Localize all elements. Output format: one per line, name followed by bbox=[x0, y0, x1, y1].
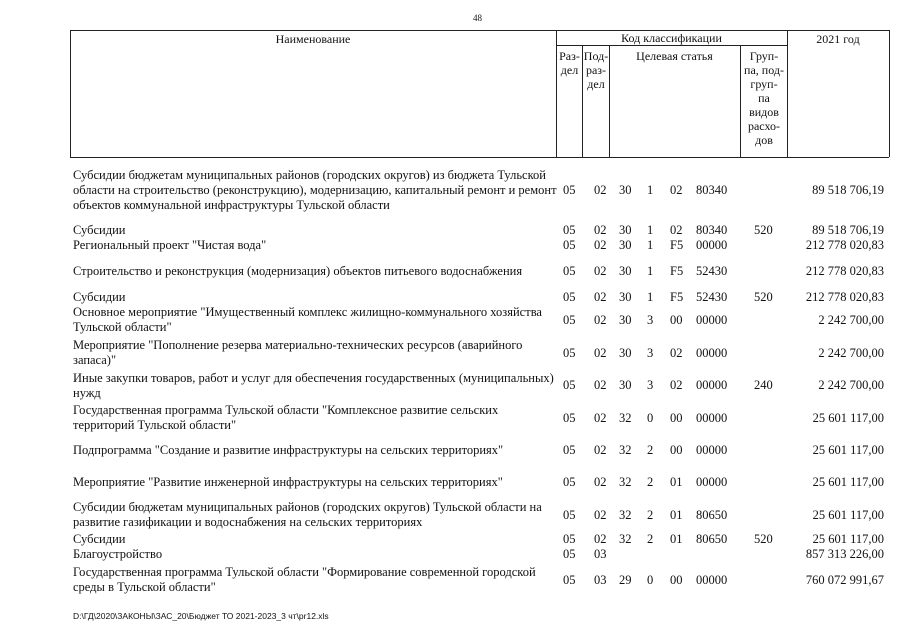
row-direction: 80340 bbox=[696, 183, 728, 197]
row-program: 30 bbox=[619, 346, 632, 360]
row-razdel: 05 bbox=[563, 223, 576, 237]
row-amount: 760 072 991,67 bbox=[805, 573, 884, 587]
row-podrazdel: 02 bbox=[594, 443, 607, 457]
row-podrazdel: 03 bbox=[594, 547, 607, 561]
row-expense-type: 240 bbox=[754, 378, 773, 392]
row-program: 32 bbox=[619, 443, 632, 457]
row-podrazdel: 02 bbox=[594, 238, 607, 252]
row-direction: 52430 bbox=[696, 264, 728, 278]
row-expense-type: 520 bbox=[754, 532, 773, 546]
header-podrazdel: Под- раз- дел bbox=[583, 49, 609, 91]
row-name: Иные закупки товаров, работ и услуг для обеспечения государственных (муниципальных) нужд bbox=[73, 371, 554, 400]
row-main-event: 00 bbox=[670, 313, 683, 327]
row-razdel: 05 bbox=[563, 547, 576, 561]
row-podrazdel: 02 bbox=[594, 290, 607, 304]
row-program: 29 bbox=[619, 573, 632, 587]
row-program: 30 bbox=[619, 183, 632, 197]
row-subprogram: 0 bbox=[647, 411, 654, 425]
row-main-event: 00 bbox=[670, 443, 683, 457]
row-program: 32 bbox=[619, 508, 632, 522]
row-subprogram: 3 bbox=[647, 346, 654, 360]
row-razdel: 05 bbox=[563, 573, 576, 587]
row-expense-type: 520 bbox=[754, 223, 773, 237]
row-subprogram: 2 bbox=[647, 475, 654, 489]
row-program: 30 bbox=[619, 264, 632, 278]
header-name: Наименование bbox=[275, 32, 351, 46]
row-program: 30 bbox=[619, 290, 632, 304]
row-program: 30 bbox=[619, 313, 632, 327]
header-divider bbox=[787, 30, 788, 157]
row-program: 32 bbox=[619, 411, 632, 425]
row-name: Мероприятие "Развитие инженерной инфраструктуры на сельских территориях" bbox=[73, 475, 503, 489]
header-target-article: Целевая статья bbox=[636, 49, 713, 63]
row-name: Государственная программа Тульской области "Формирование современной городской среды в Тульской области" bbox=[73, 565, 536, 594]
row-podrazdel: 02 bbox=[594, 264, 607, 278]
row-subprogram: 2 bbox=[647, 532, 654, 546]
row-main-event: 00 bbox=[670, 411, 683, 425]
row-main-event: 02 bbox=[670, 378, 683, 392]
row-razdel: 05 bbox=[563, 443, 576, 457]
row-podrazdel: 02 bbox=[594, 378, 607, 392]
row-subprogram: 0 bbox=[647, 573, 654, 587]
row-amount: 25 601 117,00 bbox=[812, 475, 884, 489]
row-main-event: 01 bbox=[670, 475, 683, 489]
row-program: 30 bbox=[619, 378, 632, 392]
row-name: Строительство и реконструкция (модернизация) объектов питьевого водоснабжения bbox=[73, 264, 523, 278]
row-direction: 00000 bbox=[696, 475, 728, 489]
row-main-event: F5 bbox=[670, 290, 684, 304]
row-subprogram: 1 bbox=[647, 290, 654, 304]
row-amount: 25 601 117,00 bbox=[812, 508, 884, 522]
row-name: Подпрограмма "Создание и развитие инфраструктуры на сельских территориях" bbox=[73, 443, 504, 457]
row-main-event: 02 bbox=[670, 223, 683, 237]
row-subprogram: 3 bbox=[647, 378, 654, 392]
row-main-event: 01 bbox=[670, 532, 683, 546]
page-number: 48 bbox=[473, 13, 482, 23]
header-razdel: Раз- дел bbox=[559, 49, 580, 77]
row-program: 32 bbox=[619, 475, 632, 489]
header-classification: Код классификации bbox=[621, 31, 722, 45]
row-direction: 00000 bbox=[696, 443, 728, 457]
row-podrazdel: 02 bbox=[594, 313, 607, 327]
row-podrazdel: 02 bbox=[594, 411, 607, 425]
row-direction: 00000 bbox=[696, 411, 728, 425]
row-podrazdel: 02 bbox=[594, 532, 607, 546]
row-amount: 2 242 700,00 bbox=[818, 346, 884, 360]
row-razdel: 05 bbox=[563, 532, 576, 546]
row-subprogram: 2 bbox=[647, 508, 654, 522]
row-direction: 00000 bbox=[696, 238, 728, 252]
row-razdel: 05 bbox=[563, 313, 576, 327]
row-podrazdel: 02 bbox=[594, 223, 607, 237]
file-path-footer: D:\ГД\2020\ЗАКОНЫ\ЗАС_20\Бюджет ТО 2021-2023_3 чт\pr12.xls bbox=[73, 611, 329, 621]
row-subprogram: 1 bbox=[647, 264, 654, 278]
row-expense-type: 520 bbox=[754, 290, 773, 304]
row-direction: 52430 bbox=[696, 290, 728, 304]
row-amount: 89 518 706,19 bbox=[812, 183, 884, 197]
row-amount: 857 313 226,00 bbox=[805, 547, 884, 561]
row-main-event: 02 bbox=[670, 346, 683, 360]
row-program: 30 bbox=[619, 223, 632, 237]
row-razdel: 05 bbox=[563, 475, 576, 489]
row-podrazdel: 03 bbox=[594, 573, 607, 587]
row-subprogram: 1 bbox=[647, 238, 654, 252]
row-subprogram: 1 bbox=[647, 183, 654, 197]
row-name: Благоустройство bbox=[73, 547, 163, 561]
row-name: Субсидии bbox=[73, 223, 126, 237]
row-podrazdel: 02 bbox=[594, 346, 607, 360]
row-name: Государственная программа Тульской области "Комплексное развитие сельских территорий Тульской области" bbox=[73, 403, 499, 432]
row-name: Субсидии bbox=[73, 290, 126, 304]
row-direction: 80650 bbox=[696, 532, 728, 546]
header-bottom-border bbox=[70, 157, 889, 158]
row-subprogram: 1 bbox=[647, 223, 654, 237]
header-expense-group: Груп- па, под- груп- па видов расхо- дов bbox=[744, 49, 784, 147]
row-name: Основное мероприятие "Имущественный комплекс жилищно-коммунального хозяйства Тульской области" bbox=[73, 305, 542, 334]
row-podrazdel: 02 bbox=[594, 475, 607, 489]
row-direction: 00000 bbox=[696, 346, 728, 360]
row-direction: 00000 bbox=[696, 378, 728, 392]
row-amount: 2 242 700,00 bbox=[818, 378, 884, 392]
row-amount: 212 778 020,83 bbox=[805, 290, 884, 304]
row-name: Субсидии бюджетам муниципальных районов (городских округов) из бюджета Тульской области на строительство (реконструкцию), модернизацию, капитальный ремонт и ремонт объектов коммунальной инфраструктуры Тульской области bbox=[73, 168, 557, 212]
row-main-event: F5 bbox=[670, 264, 684, 278]
row-direction: 00000 bbox=[696, 573, 728, 587]
row-name: Субсидии bbox=[73, 532, 126, 546]
row-subprogram: 3 bbox=[647, 313, 654, 327]
row-razdel: 05 bbox=[563, 290, 576, 304]
row-razdel: 05 bbox=[563, 378, 576, 392]
row-name: Региональный проект "Чистая вода" bbox=[73, 238, 267, 252]
row-amount: 89 518 706,19 bbox=[812, 223, 884, 237]
header-right-border bbox=[889, 30, 890, 157]
row-razdel: 05 bbox=[563, 183, 576, 197]
row-podrazdel: 02 bbox=[594, 508, 607, 522]
header-year: 2021 год bbox=[816, 32, 860, 46]
row-program: 32 bbox=[619, 532, 632, 546]
row-program: 30 bbox=[619, 238, 632, 252]
row-amount: 25 601 117,00 bbox=[812, 411, 884, 425]
row-subprogram: 2 bbox=[647, 443, 654, 457]
row-direction: 80340 bbox=[696, 223, 728, 237]
row-name: Мероприятие "Пополнение резерва материально-технических ресурсов (аварийного запаса)" bbox=[73, 338, 523, 367]
row-amount: 212 778 020,83 bbox=[805, 238, 884, 252]
row-direction: 00000 bbox=[696, 313, 728, 327]
row-razdel: 05 bbox=[563, 238, 576, 252]
row-amount: 25 601 117,00 bbox=[812, 532, 884, 546]
row-razdel: 05 bbox=[563, 346, 576, 360]
row-razdel: 05 bbox=[563, 411, 576, 425]
row-direction: 80650 bbox=[696, 508, 728, 522]
row-name: Субсидии бюджетам муниципальных районов (городских округов) Тульской области на развитие газификации и водоснабжения на сельских территориях bbox=[73, 500, 542, 529]
row-podrazdel: 02 bbox=[594, 183, 607, 197]
row-amount: 212 778 020,83 bbox=[805, 264, 884, 278]
row-razdel: 05 bbox=[563, 508, 576, 522]
row-main-event: 00 bbox=[670, 573, 683, 587]
row-main-event: 02 bbox=[670, 183, 683, 197]
row-razdel: 05 bbox=[563, 264, 576, 278]
row-amount: 25 601 117,00 bbox=[812, 443, 884, 457]
row-amount: 2 242 700,00 bbox=[818, 313, 884, 327]
row-main-event: 01 bbox=[670, 508, 683, 522]
header-left-border bbox=[70, 30, 71, 157]
row-main-event: F5 bbox=[670, 238, 684, 252]
header-classification-underline bbox=[556, 45, 787, 46]
